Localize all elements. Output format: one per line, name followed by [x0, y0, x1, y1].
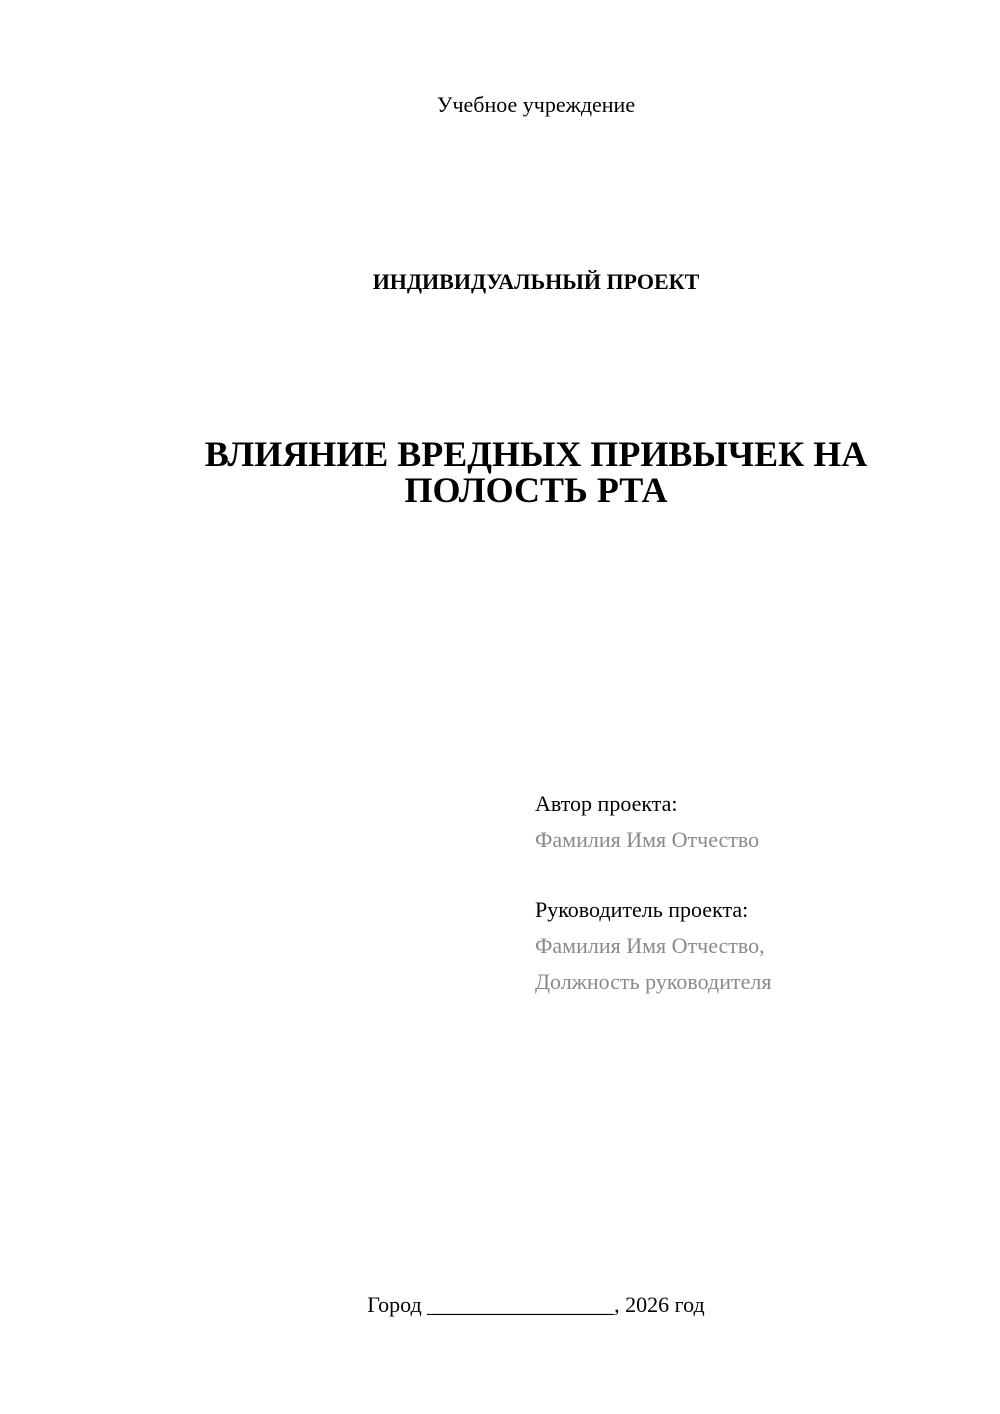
institution-name: Учебное учреждение: [436, 92, 636, 117]
project-type-heading: ИНДИВИДУАЛЬНЫЙ ПРОЕКТ: [372, 269, 700, 294]
author-name: Фамилия Имя Отчество: [535, 827, 760, 852]
city-year-footer: Город _________________, 2026 год: [367, 1292, 705, 1317]
supervisor-name: Фамилия Имя Отчество,: [535, 933, 765, 958]
info-spacer: [535, 858, 975, 892]
supervisor-position: Должность руководителя: [535, 969, 772, 994]
project-title-line-2: ПОЛОСТЬ РТА: [404, 470, 668, 510]
supervisor-label: Руководитель проекта:: [535, 897, 749, 922]
project-info-block: [535, 786, 975, 1000]
author-label: Автор проекта:: [535, 791, 678, 816]
project-title: [0, 436, 1000, 508]
project-title-line-1: ВЛИЯНИЕ ВРЕДНЫХ ПРИВЫЧЕК НА: [204, 434, 868, 474]
